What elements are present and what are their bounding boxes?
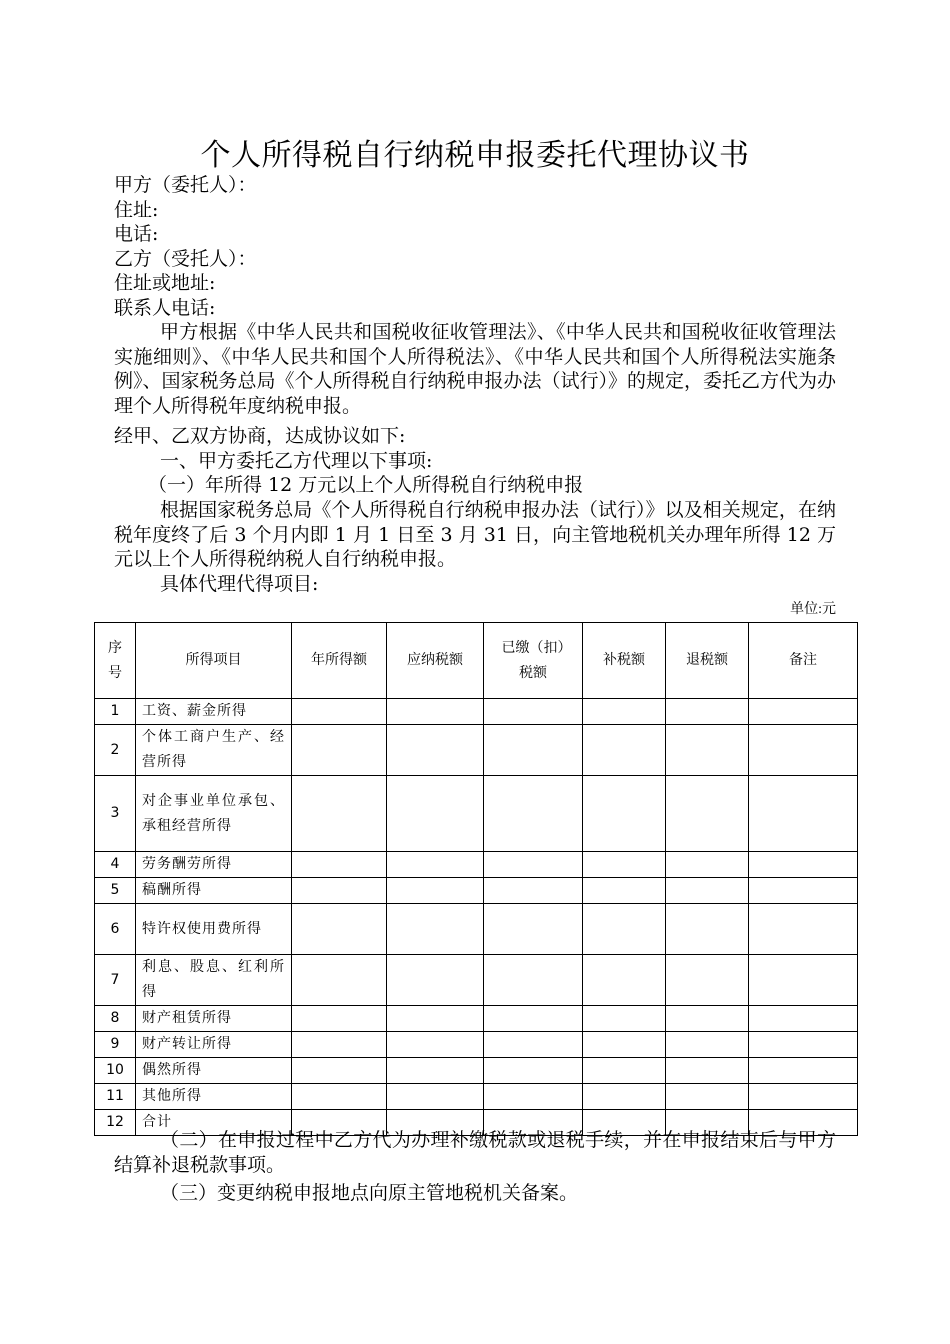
row-income-item: 劳务酬劳所得 bbox=[136, 852, 292, 878]
party-a-label: 甲方（委托人）： bbox=[114, 174, 257, 196]
table-row bbox=[95, 699, 858, 725]
table-row bbox=[95, 725, 858, 776]
document-title: 个人所得税自行纳税申报委托代理协议书 bbox=[200, 138, 750, 173]
remarks-cell[interactable] bbox=[749, 904, 858, 955]
tax-payable-cell[interactable] bbox=[387, 776, 484, 852]
tax-refund-cell[interactable] bbox=[666, 725, 749, 776]
party-fields bbox=[114, 173, 257, 320]
tax-payable-cell[interactable] bbox=[387, 955, 484, 1006]
legal-basis-paragraph: 根据国家税务总局《个人所得税自行纳税申报办法（试行）》以及相关规定，在纳税年度终了后 3 个月内即 1 月 1 日至 3 月 31 日，向主管地税机关办理年所得 12 万元以上个人所得税纳税人自行纳税申报。 bbox=[114, 499, 836, 570]
header-tax-payable: 应纳税额 bbox=[387, 623, 484, 699]
annual-income-cell[interactable] bbox=[292, 776, 387, 852]
tax-paid-cell[interactable] bbox=[484, 776, 583, 852]
tax-paid-cell[interactable] bbox=[484, 852, 583, 878]
row-serial: 12 bbox=[95, 1110, 136, 1136]
table-row bbox=[95, 904, 858, 955]
section-one-heading: 一、甲方委托乙方代理以下事项: bbox=[160, 450, 433, 472]
table-row bbox=[95, 776, 858, 852]
tax-refund-cell[interactable] bbox=[666, 852, 749, 878]
table-row bbox=[95, 1084, 858, 1110]
header-tax-supplement: 补税额 bbox=[583, 623, 666, 699]
row-serial: 2 bbox=[95, 725, 136, 776]
header-annual-income: 年所得额 bbox=[292, 623, 387, 699]
tax-supplement-cell[interactable] bbox=[583, 776, 666, 852]
table-row bbox=[95, 878, 858, 904]
remarks-cell[interactable] bbox=[749, 725, 858, 776]
tax-refund-cell[interactable] bbox=[666, 955, 749, 1006]
contact-phone-label: 联系人电话: bbox=[114, 296, 216, 319]
sub-item-three: （三）变更纳税申报地点向原主管地税机关备案。 bbox=[160, 1182, 579, 1204]
remarks-cell[interactable] bbox=[749, 1084, 858, 1110]
remarks-cell[interactable] bbox=[749, 776, 858, 852]
row-income-item: 工资、薪金所得 bbox=[136, 699, 292, 725]
remarks-cell[interactable] bbox=[749, 955, 858, 1006]
row-income-item: 对企事业单位承包、承租经营所得 bbox=[136, 776, 292, 852]
row-serial: 5 bbox=[95, 878, 136, 904]
tax-paid-cell[interactable] bbox=[484, 1058, 583, 1084]
tax-supplement-cell[interactable] bbox=[583, 699, 666, 725]
row-serial: 11 bbox=[95, 1084, 136, 1110]
tax-payable-cell[interactable] bbox=[387, 878, 484, 904]
header-tax-paid: 已缴（扣）税额 bbox=[484, 623, 583, 699]
tax-payable-cell[interactable] bbox=[387, 699, 484, 725]
annual-income-cell[interactable] bbox=[292, 1032, 387, 1058]
tax-refund-cell[interactable] bbox=[666, 904, 749, 955]
row-serial: 9 bbox=[95, 1032, 136, 1058]
party-a-phone-label: 电话: bbox=[114, 223, 159, 245]
sub-item-two: （二）在申报过程中乙方代为办理补缴税款或退税手续，并在申报结束后与甲方结算补退税款事项。 bbox=[114, 1129, 836, 1176]
tax-payable-cell[interactable] bbox=[387, 1032, 484, 1058]
row-income-item: 个体工商户生产、经营所得 bbox=[136, 725, 292, 776]
tax-payable-cell[interactable] bbox=[387, 1006, 484, 1032]
tax-refund-cell[interactable] bbox=[666, 1084, 749, 1110]
tax-refund-cell[interactable] bbox=[666, 1032, 749, 1058]
annual-income-cell[interactable] bbox=[292, 1084, 387, 1110]
row-serial: 6 bbox=[95, 904, 136, 955]
tax-payable-cell[interactable] bbox=[387, 852, 484, 878]
table-header-row bbox=[95, 623, 858, 699]
tax-refund-cell[interactable] bbox=[666, 878, 749, 904]
row-income-item: 利息、股息、红利所得 bbox=[136, 955, 292, 1006]
tax-payable-cell[interactable] bbox=[387, 725, 484, 776]
remarks-cell[interactable] bbox=[749, 1032, 858, 1058]
table-row bbox=[95, 1058, 858, 1084]
tax-paid-cell[interactable] bbox=[484, 1084, 583, 1110]
table-body bbox=[95, 699, 858, 1136]
tax-refund-cell[interactable] bbox=[666, 699, 749, 725]
agreement-line: 经甲、乙双方协商，达成协议如下: bbox=[114, 425, 406, 447]
tax-supplement-cell[interactable] bbox=[583, 955, 666, 1006]
row-income-item: 特许权使用费所得 bbox=[136, 904, 292, 955]
header-remarks: 备注 bbox=[749, 623, 858, 699]
header-serial: 序号 bbox=[95, 623, 136, 699]
income-items-table bbox=[94, 622, 858, 1136]
row-serial: 7 bbox=[95, 955, 136, 1006]
row-income-item: 偶然所得 bbox=[136, 1058, 292, 1084]
annual-income-cell[interactable] bbox=[292, 699, 387, 725]
row-serial: 1 bbox=[95, 699, 136, 725]
tax-supplement-cell[interactable] bbox=[583, 878, 666, 904]
remarks-cell[interactable] bbox=[749, 1006, 858, 1032]
annual-income-cell[interactable] bbox=[292, 852, 387, 878]
tax-payable-cell[interactable] bbox=[387, 904, 484, 955]
annual-income-cell[interactable] bbox=[292, 904, 387, 955]
table-row bbox=[95, 955, 858, 1006]
unit-label: 单位:元 bbox=[790, 602, 836, 617]
tax-supplement-cell[interactable] bbox=[583, 904, 666, 955]
row-income-item: 财产转让所得 bbox=[136, 1032, 292, 1058]
tax-paid-cell[interactable] bbox=[484, 878, 583, 904]
sub-item-one: （一）年所得 12 万元以上个人所得税自行纳税申报 bbox=[148, 474, 584, 496]
party-a-address-label: 住址: bbox=[114, 198, 159, 221]
tax-supplement-cell[interactable] bbox=[583, 1084, 666, 1110]
remarks-cell[interactable] bbox=[749, 1058, 858, 1084]
tax-supplement-cell[interactable] bbox=[583, 725, 666, 776]
tax-refund-cell[interactable] bbox=[666, 1006, 749, 1032]
tax-supplement-cell[interactable] bbox=[583, 852, 666, 878]
tax-payable-cell[interactable] bbox=[387, 1058, 484, 1084]
annual-income-cell[interactable] bbox=[292, 1058, 387, 1084]
items-intro: 具体代理代得项目: bbox=[160, 573, 319, 595]
header-tax-refund: 退税额 bbox=[666, 623, 749, 699]
party-b-label: 乙方（受托人）： bbox=[114, 247, 257, 270]
party-b-address-label: 住址或地址: bbox=[114, 272, 216, 294]
row-serial: 10 bbox=[95, 1058, 136, 1084]
remarks-cell[interactable] bbox=[749, 878, 858, 904]
remarks-cell[interactable] bbox=[749, 852, 858, 878]
tax-paid-cell[interactable] bbox=[484, 1006, 583, 1032]
tax-paid-cell[interactable] bbox=[484, 699, 583, 725]
annual-income-cell[interactable] bbox=[292, 878, 387, 904]
tax-refund-cell[interactable] bbox=[666, 1058, 749, 1084]
row-serial: 8 bbox=[95, 1006, 136, 1032]
table-row bbox=[95, 1032, 858, 1058]
row-income-item: 稿酬所得 bbox=[136, 878, 292, 904]
row-income-item: 其他所得 bbox=[136, 1084, 292, 1110]
annual-income-cell[interactable] bbox=[292, 955, 387, 1006]
remarks-cell[interactable] bbox=[749, 699, 858, 725]
tax-refund-cell[interactable] bbox=[666, 776, 749, 852]
annual-income-cell[interactable] bbox=[292, 1006, 387, 1032]
annual-income-cell[interactable] bbox=[292, 725, 387, 776]
intro-paragraph: 甲方根据《中华人民共和国税收征收管理法》、《中华人民共和国税收征收管理法实施细则》、《中华人民共和国个人所得税法》、《中华人民共和国个人所得税法实施条例》、国家税务总局《个人所得税自行纳税申报办法（试行）》的规定，委托乙方代为办理个人所得税年度纳税申报。 bbox=[114, 321, 837, 417]
tax-paid-cell[interactable] bbox=[484, 955, 583, 1006]
table-row bbox=[95, 852, 858, 878]
tax-payable-cell[interactable] bbox=[387, 1084, 484, 1110]
row-income-item: 财产租赁所得 bbox=[136, 1006, 292, 1032]
tax-supplement-cell[interactable] bbox=[583, 1058, 666, 1084]
row-serial: 3 bbox=[95, 776, 136, 852]
tax-paid-cell[interactable] bbox=[484, 725, 583, 776]
tax-supplement-cell[interactable] bbox=[583, 1032, 666, 1058]
tax-paid-cell[interactable] bbox=[484, 904, 583, 955]
header-income-item: 所得项目 bbox=[136, 623, 292, 699]
table-row bbox=[95, 1006, 858, 1032]
tax-paid-cell[interactable] bbox=[484, 1032, 583, 1058]
tax-supplement-cell[interactable] bbox=[583, 1006, 666, 1032]
row-income-item: 合计 bbox=[136, 1110, 292, 1136]
row-serial: 4 bbox=[95, 852, 136, 878]
